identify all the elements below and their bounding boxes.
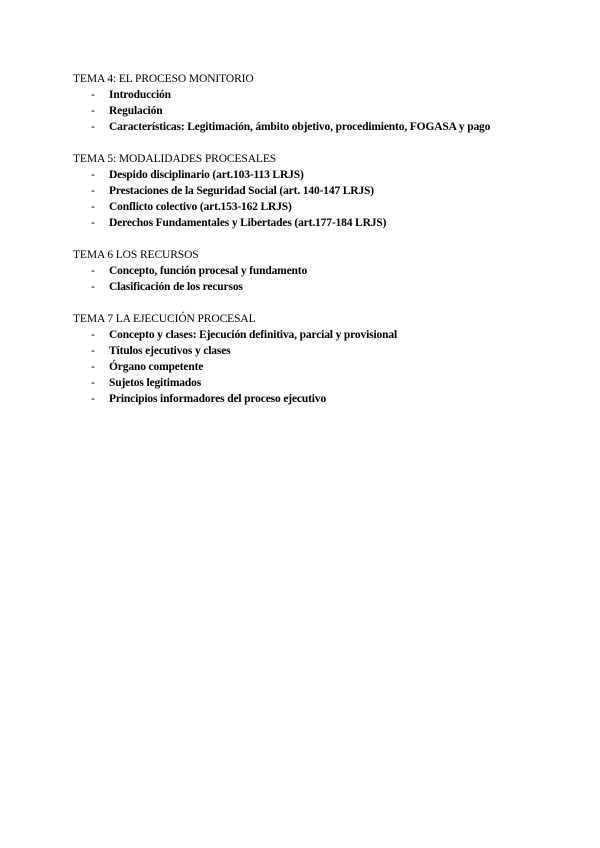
bullet-dash: - [91,265,95,277]
section-tema-4 [73,72,573,135]
list-item-text: Derechos Fundamentales y Libertades (art.177-184 LRJS) [109,217,387,229]
bullet-dash: - [91,169,95,181]
section-title: TEMA 6 LOS RECURSOS [73,249,199,261]
list-item [73,263,573,279]
bullet-dash: - [91,185,95,197]
list-item [73,167,573,183]
bullet-dash: - [91,105,95,117]
list-item [73,343,573,359]
bullet-dash: - [91,281,95,293]
bullet-dash: - [91,393,95,405]
list-item-text: Clasificación de los recursos [109,281,243,293]
topic-list [73,87,573,135]
topic-list [73,327,573,407]
list-item [73,87,573,103]
list-item [73,183,573,199]
list-item [73,103,573,119]
topic-list [73,167,573,231]
bullet-dash: - [91,377,95,389]
bullet-dash: - [91,361,95,373]
list-item-text: Introducción [109,89,171,101]
section-tema-6 [73,248,573,295]
section-tema-5 [73,152,573,231]
list-item-text: Concepto, función procesal y fundamento [109,265,308,277]
list-item-text: Despido disciplinario (art.103-113 LRJS) [109,169,304,181]
list-item-text: Conflicto colectivo (art.153-162 LRJS) [109,201,292,213]
list-item [73,119,573,135]
bullet-dash: - [91,121,95,133]
bullet-dash: - [91,201,95,213]
list-item-text: Concepto y clases: Ejecución definitiva, parcial y provisional [109,329,397,341]
list-item-text: Sujetos legitimados [109,377,202,389]
list-item [73,215,573,231]
list-item-text: Prestaciones de la Seguridad Social (art. 140-147 LRJS) [109,185,374,197]
section-title: TEMA 5: MODALIDADES PROCESALES [73,153,277,165]
list-item [73,359,573,375]
bullet-dash: - [91,345,95,357]
section-title: TEMA 7 LA EJECUCIÓN PROCESAL [73,313,256,325]
list-item-text: Características: Legitimación, ámbito objetivo, procedimiento, FOGASA y pago [109,121,491,133]
bullet-dash: - [91,329,95,341]
list-item [73,375,573,391]
syllabus-content [73,72,573,424]
list-item-text: Órgano competente [109,361,204,373]
bullet-dash: - [91,89,95,101]
list-item-text: Regulación [109,105,163,117]
list-item [73,279,573,295]
list-item-text: Títulos ejecutivos y clases [109,345,231,357]
topic-list [73,263,573,295]
list-item [73,199,573,215]
list-item [73,391,573,407]
list-item [73,327,573,343]
list-item-text: Principios informadores del proceso ejecutivo [109,393,327,405]
section-title: TEMA 4: EL PROCESO MONITORIO [73,73,254,85]
bullet-dash: - [91,217,95,229]
section-tema-7 [73,312,573,407]
